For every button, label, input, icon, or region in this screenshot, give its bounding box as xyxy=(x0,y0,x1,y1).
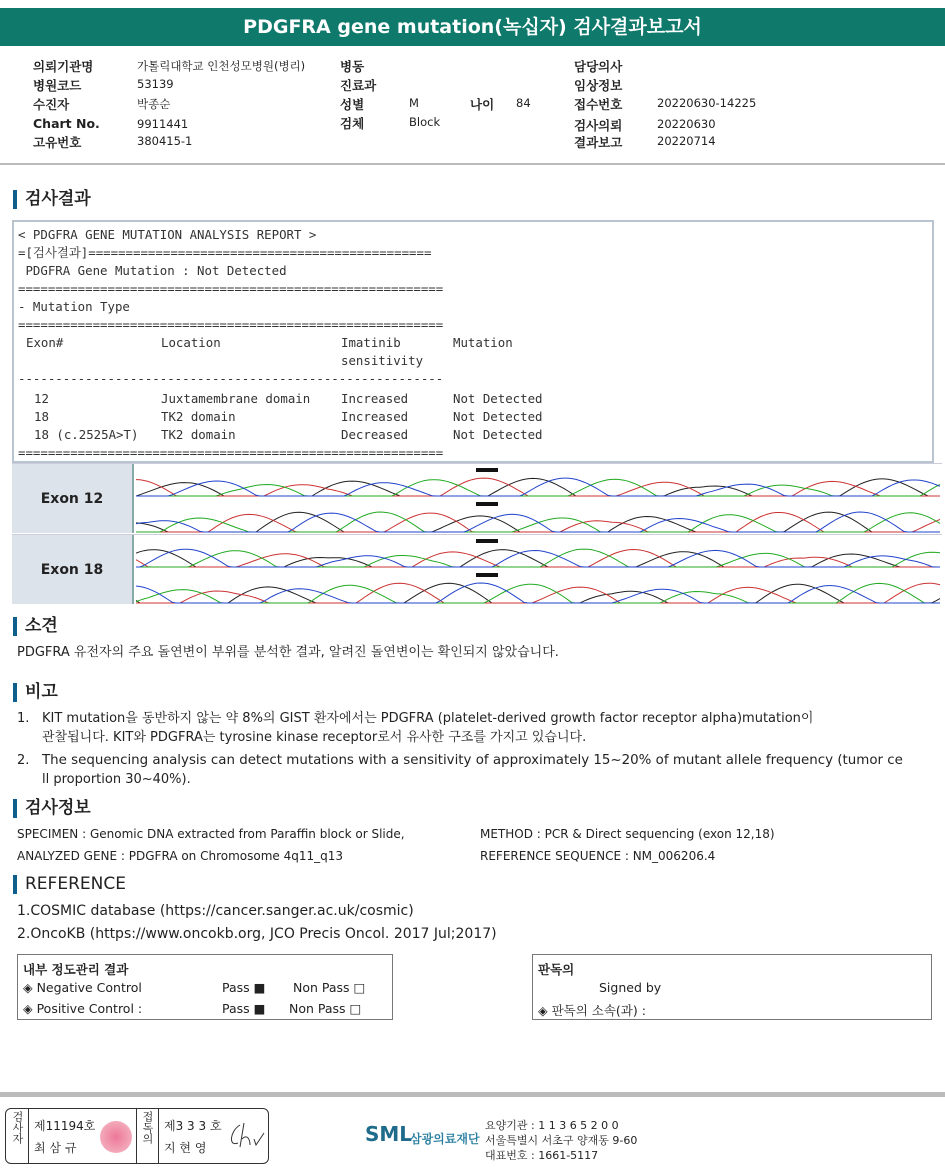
qc-title: 내부 정도관리 결과 xyxy=(23,962,129,977)
trace-line xyxy=(136,583,940,603)
reference-item: 2.OncoKB (https://www.oncokb.org, JCO Precis Oncol. 2017 Jul;2017) xyxy=(17,926,497,942)
reading-title: 판독의 xyxy=(538,962,575,977)
chromatogram-exon12 xyxy=(12,463,942,533)
specimen-info: SPECIMEN : Genomic DNA extracted from Paraffin block or Slide, xyxy=(17,827,405,841)
report-divider: --------------------------------------------------------- xyxy=(18,371,444,386)
doctor-label: 담당의사 xyxy=(574,59,623,74)
section-remarks: 비고 xyxy=(13,683,58,702)
sex: M xyxy=(409,96,419,110)
cell-sensitivity: Increased xyxy=(341,391,409,406)
report-summary: PDGFRA Gene Mutation : Not Detected xyxy=(18,263,287,278)
divider xyxy=(0,163,945,165)
institution-code: 요양기관 : 1 1 3 6 5 2 0 0 xyxy=(485,1119,619,1132)
unique-label: 고유번호 xyxy=(33,135,82,150)
table-header xyxy=(18,334,928,370)
trace-line xyxy=(136,479,940,496)
trace-line xyxy=(136,583,940,603)
tester-name: 최 삼 규 xyxy=(34,1141,77,1155)
reading-box xyxy=(532,954,932,1020)
trace-line xyxy=(136,549,940,567)
base-marker xyxy=(476,468,498,472)
base-marker xyxy=(476,573,498,577)
age: 84 xyxy=(516,96,531,110)
specimen: Block xyxy=(409,115,441,129)
cell-mutation: Not Detected xyxy=(453,427,543,442)
receipt-label: 접수번호 xyxy=(574,97,623,112)
trace-line xyxy=(136,550,940,567)
chromatogram-trace xyxy=(136,464,942,534)
report-divider: ========================================================= xyxy=(18,281,444,296)
trace-line xyxy=(136,550,940,568)
report-divider: =[검사결과]============================================== xyxy=(18,245,432,260)
qc-box xyxy=(17,954,393,1020)
report-date: 20220714 xyxy=(657,134,716,148)
hospital-code-label: 병원코드 xyxy=(33,78,82,93)
signed-by: Signed by xyxy=(599,980,662,995)
chromatogram-label: Exon 18 xyxy=(12,535,134,604)
analysis-report xyxy=(12,220,934,463)
section-result: 검사결과 xyxy=(13,190,91,209)
age-label: 나이 xyxy=(470,97,495,112)
reference-item: 1.COSMIC database (https://cancer.sanger.ac.uk/cosmic) xyxy=(17,903,414,919)
remark-number: 1. xyxy=(17,711,30,726)
patient-label: 수진자 xyxy=(33,97,70,112)
specimen-label: 검체 xyxy=(340,116,365,131)
col-imatinib: Imatinib xyxy=(341,335,401,350)
signature-icon xyxy=(226,1121,266,1151)
cell-exon: 18 (c.2525A>T) xyxy=(34,427,139,442)
patient: 박종순 xyxy=(137,97,171,111)
seal-icon xyxy=(100,1121,132,1153)
sex-label: 성별 xyxy=(340,97,365,112)
positive-control: ◈ Positive Control : xyxy=(23,1001,143,1016)
negative-control: ◈ Negative Control xyxy=(23,980,142,995)
address: 서울특별시 서초구 양재동 9-60 xyxy=(485,1134,638,1147)
table-body xyxy=(18,390,928,444)
col-location: Location xyxy=(161,335,221,350)
cell-exon: 18 xyxy=(34,409,49,424)
reader-affiliation: ◈ 판독의 소속(과) : xyxy=(538,1003,646,1018)
remark-text: KIT mutation을 동반하지 않는 약 8%의 GIST 환자에서는 PDGFRA (platelet-derived growth factor receptor alpha)mutation이 xyxy=(42,711,814,726)
footer-divider xyxy=(0,1092,945,1097)
section-opinion: 소견 xyxy=(13,617,58,636)
request-date: 20220630 xyxy=(657,117,716,131)
trace-line xyxy=(136,478,940,496)
chart-no: 9911441 xyxy=(137,117,189,131)
gene-info: ANALYZED GENE : PDGFRA on Chromosome 4q11_q13 xyxy=(17,849,344,863)
cell-sensitivity: Decreased xyxy=(341,427,409,442)
trace-line xyxy=(136,478,940,496)
cell-location: Juxtamembrane domain xyxy=(161,391,311,406)
cell-exon: 12 xyxy=(34,391,49,406)
table-row xyxy=(18,408,928,426)
col-imatinib-2: sensitivity xyxy=(341,353,424,368)
base-marker xyxy=(476,502,498,506)
chromatogram-trace xyxy=(136,535,942,605)
method-info: METHOD : PCR & Direct sequencing (exon 12,18) xyxy=(480,827,775,841)
institution: 가톨릭대학교 인천성모병원(병리) xyxy=(137,59,306,73)
cell-location: TK2 domain xyxy=(161,409,236,424)
ward-label: 병동 xyxy=(340,59,365,74)
reader-name: 지 현 영 xyxy=(164,1141,207,1155)
remark-text: ll proportion 30~40%). xyxy=(42,772,191,787)
neg-nonpass: Non Pass □ xyxy=(293,980,366,995)
section-test-info: 검사정보 xyxy=(13,799,91,818)
col-mutation: Mutation xyxy=(453,335,513,350)
dept-label: 진료과 xyxy=(340,78,377,93)
cell-location: TK2 domain xyxy=(161,427,236,442)
neg-pass: Pass ■ xyxy=(222,980,266,995)
refseq-info: REFERENCE SEQUENCE : NM_006206.4 xyxy=(480,849,716,863)
table-row xyxy=(18,426,928,444)
trace-line xyxy=(136,478,940,496)
chart-label: Chart No. xyxy=(33,116,100,131)
clinical-label: 임상정보 xyxy=(574,78,623,93)
tester-number: 제11194호 xyxy=(34,1119,96,1133)
report-header: < PDGFRA GENE MUTATION ANALYSIS REPORT > xyxy=(18,227,317,242)
chromatogram-label: Exon 12 xyxy=(12,464,134,533)
org-name: 삼광의료재단 xyxy=(410,1132,480,1146)
report-divider: ========================================================= xyxy=(18,317,444,332)
mutation-type-heading: - Mutation Type xyxy=(18,299,130,314)
cell-mutation: Not Detected xyxy=(453,391,543,406)
sml-logo: SML xyxy=(365,1122,413,1146)
remark-text: 관찰됩니다. KIT와 PDGFRA는 tyrosine kinase receptor로서 유사한 구조를 가지고 있습니다. xyxy=(42,730,587,745)
signature-box xyxy=(5,1108,269,1164)
pos-pass: Pass ■ xyxy=(222,1001,266,1016)
institution-label: 의뢰기관명 xyxy=(33,59,94,74)
hospital-code: 53139 xyxy=(137,77,174,91)
reader-label: 접독의 xyxy=(141,1111,154,1144)
report-label: 결과보고 xyxy=(574,135,623,150)
tester-label: 검사자 xyxy=(11,1111,24,1144)
table-row xyxy=(18,390,928,408)
receipt-no: 20220630-14225 xyxy=(657,96,757,110)
report-title: PDGFRA gene mutation(녹십자) 검사결과보고서 xyxy=(0,8,945,46)
chromatogram-exon18 xyxy=(12,534,942,604)
remark-number: 2. xyxy=(17,753,30,768)
trace-line xyxy=(136,549,940,567)
col-exon: Exon# xyxy=(26,335,64,350)
section-reference: REFERENCE xyxy=(13,875,126,894)
pos-nonpass: Non Pass □ xyxy=(289,1001,362,1016)
request-label: 검사의뢰 xyxy=(574,118,623,133)
phone: 대표번호 : 1661-5117 xyxy=(485,1149,599,1162)
remark-text: The sequencing analysis can detect mutations with a sensitivity of approximately 15~20% of mutant allele frequency (tumor ce xyxy=(42,753,903,768)
opinion-text: PDGFRA 유전자의 주요 돌연변이 부위를 분석한 결과, 알려진 돌연변이는 확인되지 않았습니다. xyxy=(17,645,559,660)
base-marker xyxy=(476,539,498,543)
report-divider: ========================================================= xyxy=(18,445,444,460)
unique-no: 380415-1 xyxy=(137,134,193,148)
cell-sensitivity: Increased xyxy=(341,409,409,424)
reader-number: 제3 3 3 호 xyxy=(164,1119,222,1133)
cell-mutation: Not Detected xyxy=(453,409,543,424)
